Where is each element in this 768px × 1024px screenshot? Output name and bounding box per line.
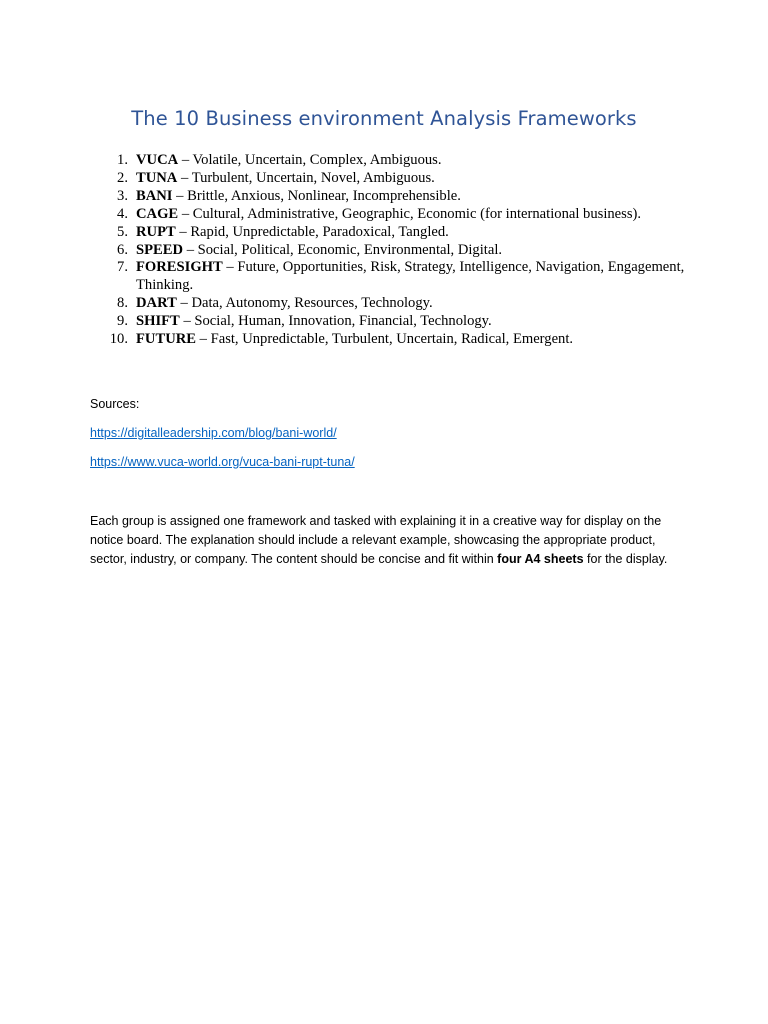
list-number: 1. xyxy=(117,152,128,168)
framework-description: – Brittle, Anxious, Nonlinear, Incomprehensible. xyxy=(172,187,461,204)
framework-name: BANI xyxy=(136,187,173,204)
list-item xyxy=(96,313,696,331)
list-number: 7. xyxy=(117,259,128,276)
framework-description: – Fast, Unpredictable, Turbulent, Uncertain, Radical, Emergent. xyxy=(196,331,574,348)
list-number: 6. xyxy=(117,241,128,258)
source-link-digitalleadership[interactable]: https://digitalleadership.com/blog/bani-world/ xyxy=(90,426,337,440)
framework-description: – Cultural, Administrative, Geographic, Economic (for international business). xyxy=(178,205,642,222)
list-item xyxy=(96,331,696,349)
framework-name: SHIFT xyxy=(136,313,180,330)
framework-name: RUPT xyxy=(136,223,176,240)
framework-description: – Future, Opportunities, Risk, Strategy, Intelligence, Navigation, Engagement, Thinking. xyxy=(136,259,685,294)
framework-description: – Social, Political, Economic, Environmental, Digital. xyxy=(183,241,503,258)
framework-description: – Rapid, Unpredictable, Paradoxical, Tangled. xyxy=(175,223,449,240)
list-item xyxy=(96,224,696,242)
framework-description: – Volatile, Uncertain, Complex, Ambiguous. xyxy=(178,152,442,168)
instructions-emphasis: four A4 sheets xyxy=(497,552,584,566)
framework-description: – Data, Autonomy, Resources, Technology. xyxy=(176,295,433,312)
framework-list xyxy=(96,152,696,349)
list-item xyxy=(96,259,696,295)
list-number: 9. xyxy=(117,313,128,330)
list-item xyxy=(96,295,696,313)
instructions-text-end: for the display. xyxy=(583,552,668,566)
list-item xyxy=(96,152,696,170)
framework-name: VUCA xyxy=(136,152,179,168)
list-item xyxy=(96,206,696,224)
list-number: 3. xyxy=(117,187,128,204)
list-item xyxy=(96,188,696,206)
list-number: 2. xyxy=(117,169,128,186)
list-item xyxy=(96,242,696,260)
framework-name: DART xyxy=(136,295,177,312)
framework-name: FUTURE xyxy=(136,331,196,348)
framework-name: TUNA xyxy=(136,169,178,186)
instructions-text: Each group is assigned one framework and tasked with explaining it in a creative way for display on the notice board. The explanation should include a relevant example, showcasing the appropriate product, sector, industry, or company. The content should be concise and fit within xyxy=(90,514,662,566)
framework-description: – Social, Human, Innovation, Financial, Technology. xyxy=(179,313,492,330)
source-link-vuca-world[interactable]: https://www.vuca-world.org/vuca-bani-rupt-tuna/ xyxy=(90,455,355,469)
framework-name: SPEED xyxy=(136,241,184,258)
framework-name: FORESIGHT xyxy=(136,259,223,276)
list-number: 5. xyxy=(117,223,128,240)
list-item xyxy=(96,170,696,188)
document-title: The 10 Business environment Analysis Frameworks xyxy=(131,107,637,130)
list-number: 8. xyxy=(117,295,128,312)
framework-description: – Turbulent, Uncertain, Novel, Ambiguous. xyxy=(177,169,435,186)
list-number: 10. xyxy=(109,331,128,348)
sources-label: Sources: xyxy=(90,397,140,411)
framework-name: CAGE xyxy=(136,205,179,222)
instructions-paragraph xyxy=(90,512,676,569)
list-number: 4. xyxy=(117,205,128,222)
